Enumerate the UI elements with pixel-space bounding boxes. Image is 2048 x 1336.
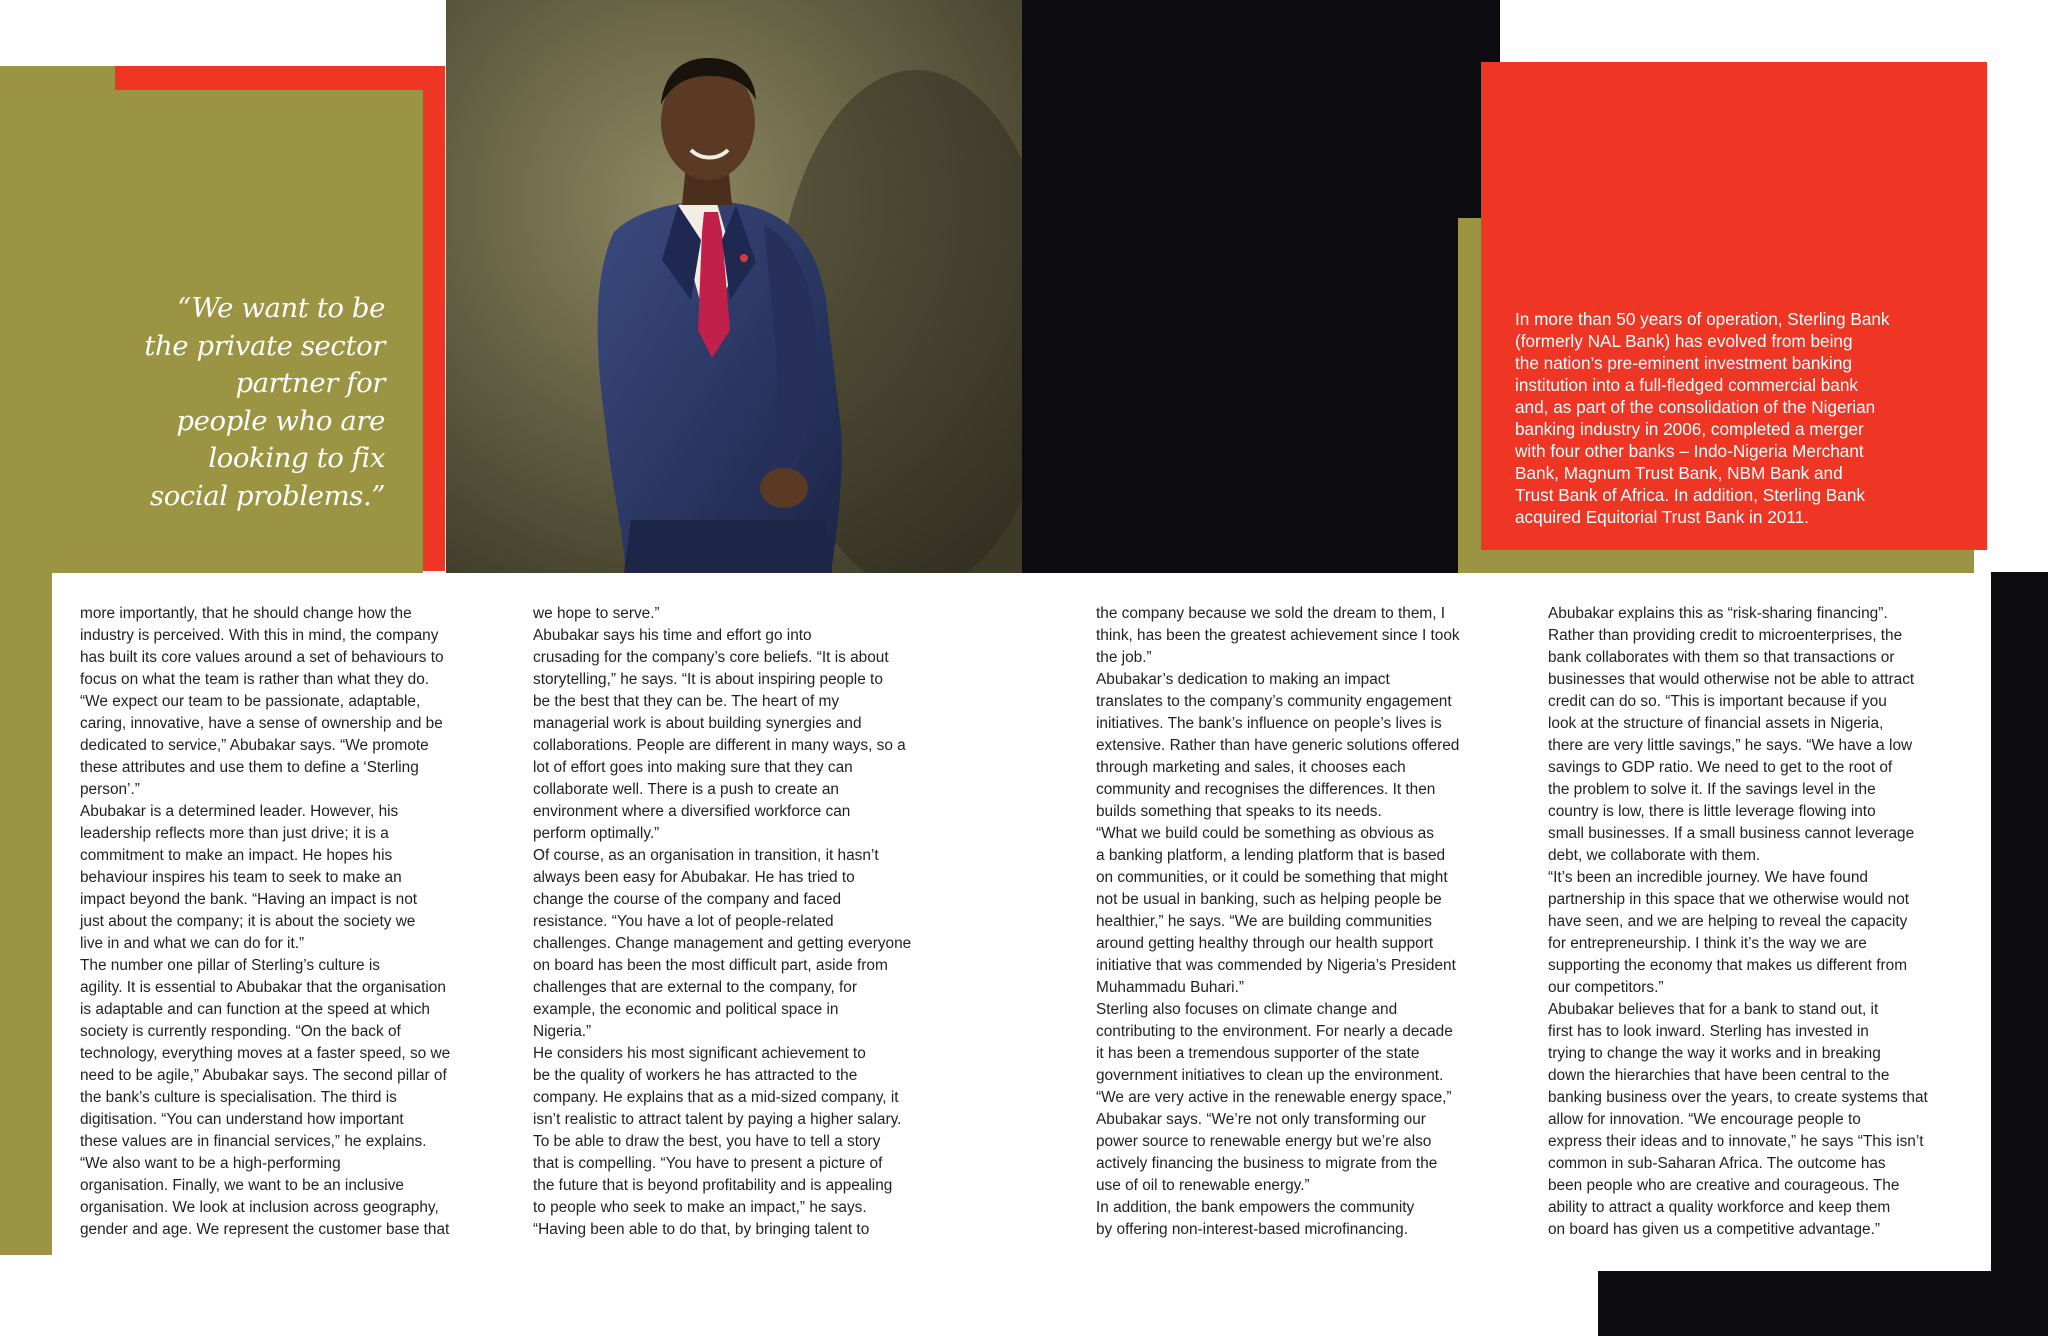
article-line: behaviour inspires his team to seek to make an [80,869,402,886]
article-line: environment where a diversified workforce can [533,803,851,820]
article-line: need to be agile,” Abubakar says. The second pillar of [80,1067,447,1084]
article-line: leadership reflects more than just drive; it is a [80,825,389,842]
article-line: the future that is beyond profitability and is appealing [533,1177,893,1194]
article-line: Abubakar believes that for a bank to stand out, it [1548,1001,1879,1018]
article-line: healthier,” he says. “We are building communities [1096,913,1432,930]
article-line: a banking platform, a lending platform that is based [1096,847,1446,864]
article-line: down the hierarchies that have been central to the [1548,1067,1890,1084]
article-line: the company because we sold the dream to them, I [1096,605,1446,622]
article-line: just about the company; it is about the society we [80,913,416,930]
article-line: gender and age. We represent the customer base that [80,1221,450,1238]
article-line: by offering non-interest-based microfinancing. [1096,1221,1408,1238]
article-line: banking business over the years, to create systems that [1548,1089,1928,1106]
article-line: crusading for the company’s core beliefs. “It is about [533,649,889,666]
article-line: commitment to make an impact. He hopes his [80,847,393,864]
article-line: first has to look inward. Sterling has invested in [1548,1023,1869,1040]
article-line: extensive. Rather than have generic solutions offered [1096,737,1460,754]
article-line: Of course, as an organisation in transition, it hasn’t [533,847,879,864]
article-line: for entrepreneurship. I think it’s the way we are [1548,935,1867,952]
pull-quote-line: people who are [176,404,385,437]
pull-quote-line: “We want to be [177,292,385,324]
article-line: “What we build could be something as obvious as [1096,825,1434,842]
article-line: example, the economic and political space in [533,1001,839,1018]
article-line: “Having been able to do that, by bringing talent to [533,1221,870,1238]
article-line: actively financing the business to migrate from the [1096,1155,1438,1172]
article-line: these values are in financial services,” he explains. [80,1133,427,1150]
article-line: isn’t realistic to attract talent by paying a higher salary. [533,1111,902,1128]
article-line: In addition, the bank empowers the community [1096,1199,1415,1216]
sidebar-line: and, as part of the consolidation of the Nigerian [1515,397,1876,417]
article-line: we hope to serve.” [533,605,660,622]
article-line: Abubakar’s dedication to making an impact [1096,671,1390,688]
article-column-4 [1548,603,1988,1241]
article-line: bank collaborates with them so that transactions or [1548,649,1895,666]
article-line: ability to attract a quality workforce and keep them [1548,1199,1891,1216]
sidebar-line: In more than 50 years of operation, Sterling Bank [1515,309,1890,329]
article-line: dedicated to service,” Abubakar says. “We promote [80,737,429,754]
pull-quote-line: social problems.” [150,479,385,512]
article-line: collaborations. People are different in many ways, so a [533,737,906,754]
article-line: Nigeria.” [533,1023,592,1040]
article-line: managerial work is about building synergies and [533,715,862,732]
article-line: community and recognises the differences. It then [1096,781,1436,798]
article-line: partnership in this space that we otherwise would not [1548,891,1910,908]
article-line: more importantly, that he should change how the [80,605,412,622]
article-line: “It’s been an incredible journey. We have found [1548,869,1868,886]
article-line: the problem to solve it. If the savings level in the [1548,781,1876,798]
article-line: these attributes and use them to define a ‘Sterling [80,759,419,776]
article-line: To be able to draw the best, you have to tell a story [533,1133,881,1150]
sidebar-fact-box [1515,308,1955,528]
article-line: savings to GDP ratio. We need to get to the root of [1548,759,1893,776]
article-line: live in and what we can do for it.” [80,935,305,952]
article-line: has built its core values around a set of behaviours to [80,649,444,666]
article-line: use of oil to renewable energy.” [1096,1177,1310,1194]
article-line: look at the structure of financial assets in Nigeria, [1548,715,1884,732]
pull-quote-line: looking to fix [208,442,385,474]
sidebar-line: Bank, Magnum Trust Bank, NBM Bank and [1515,463,1843,483]
pull-quote-line: the private sector [144,329,385,362]
article-line: The number one pillar of Sterling’s culture is [80,957,380,974]
article-line: translates to the company’s community engagement [1096,693,1452,710]
black-bottom-block [1598,1271,2048,1336]
sidebar-line: banking industry in 2006, completed a merger [1515,419,1864,439]
article-line: Rather than providing credit to microenterprises, the [1548,627,1903,644]
article-line: builds something that speaks to its needs. [1096,803,1382,820]
sidebar-line: Trust Bank of Africa. In addition, Sterling Bank [1515,485,1865,505]
article-line: industry is perceived. With this in mind, the company [80,627,439,644]
article-line: change the course of the company and faced [533,891,842,908]
article-line: impact beyond the bank. “Having an impact is not [80,891,418,908]
article-line: perform optimally.” [533,825,660,842]
article-line: been people who are creative and courageous. The [1548,1177,1900,1194]
sidebar-line: the nation’s pre-eminent investment banking [1515,353,1852,373]
pull-quote [120,290,385,515]
red-left-vertical-bar [423,66,445,571]
article-line: initiative that was commended by Nigeria’s President [1096,957,1456,974]
article-line: Abubakar is a determined leader. However, his [80,803,399,820]
article-line: He considers his most significant achievement to [533,1045,866,1062]
article-line: it has been a tremendous supporter of the state [1096,1045,1420,1062]
article-line: debt, we collaborate with them. [1548,847,1761,864]
article-line: not be usual in banking, such as helping people be [1096,891,1442,908]
article-line: collaborate well. There is a push to create an [533,781,839,798]
article-line: government initiatives to clean up the environment. [1096,1067,1444,1084]
article-line: lot of effort goes into making sure that they can [533,759,853,776]
article-line: Abubakar says his time and effort go into [533,627,812,644]
sidebar-line: acquired Equitorial Trust Bank in 2011. [1515,507,1809,527]
article-line: organisation. We look at inclusion across geography, [80,1199,439,1216]
pull-quote-line: partner for [235,367,385,399]
article-line: Abubakar says. “We’re not only transforming our [1096,1111,1426,1128]
article-line: Muhammadu Buhari.” [1096,979,1244,996]
article-column-1 [80,603,520,1241]
article-line: contributing to the environment. For nearly a decade [1096,1023,1453,1040]
article-line: small businesses. If a small business cannot leverage [1548,825,1915,842]
article-line: digitisation. “You can understand how important [80,1111,404,1128]
article-line: “We expect our team to be passionate, adaptable, [80,693,421,710]
article-line: agility. It is essential to Abubakar that the organisation [80,979,446,996]
article-line: on board has been the most difficult part, aside from [533,957,888,974]
article-line: supporting the economy that makes us different from [1548,957,1908,974]
article-line: businesses that would otherwise not be able to attract [1548,671,1915,688]
article-line: Sterling also focuses on climate change and [1096,1001,1398,1018]
article-line: our competitors.” [1548,979,1664,996]
sidebar-line: institution into a full-fledged commercial bank [1515,375,1858,395]
article-column-3 [1096,603,1536,1241]
article-line: focus on what the team is rather than what they do. [80,671,430,688]
article-line: person’.” [80,781,140,798]
article-line: express their ideas and to innovate,” he says “This isn’t [1548,1133,1924,1150]
article-line: Abubakar explains this as “risk-sharing financing”. [1548,605,1888,622]
sidebar-line: (formerly NAL Bank) has evolved from being [1515,331,1853,351]
article-line: trying to change the way it works and in breaking [1548,1045,1881,1062]
article-line: allow for innovation. “We encourage people to [1548,1111,1861,1128]
article-line: be the quality of workers he has attracted to the [533,1067,858,1084]
black-right-strip [1991,572,2048,1336]
article-line: common in sub-Saharan Africa. The outcome has [1548,1155,1886,1172]
sidebar-line: with four other banks – Indo-Nigeria Merchant [1515,441,1864,461]
article-line: storytelling,” he says. “It is about inspiring people to [533,671,883,688]
article-line: “We also want to be a high-performing [80,1155,341,1172]
article-line: technology, everything moves at a faster speed, so we [80,1045,451,1062]
portrait-illustration [446,0,1022,573]
article-line: on communities, or it could be something that might [1096,869,1448,886]
article-line: be the best that they can be. The heart of my [533,693,840,710]
portrait-photo [446,0,1022,573]
article-line: credit can do so. “This is important because if you [1548,693,1887,710]
article-line: resistance. “You have a lot of people-related [533,913,834,930]
article-line: society is currently responding. “On the back of [80,1023,401,1040]
article-line: on board has given us a competitive advantage.” [1548,1221,1880,1238]
article-line: country is low, there is little leverage flowing into [1548,803,1876,820]
article-line: challenges that are external to the company, for [533,979,857,996]
article-line: power source to renewable energy but we’re also [1096,1133,1432,1150]
article-line: through marketing and sales, it chooses each [1096,759,1406,776]
article-line: to people who seek to make an impact,” he says. [533,1199,867,1216]
article-line: is adaptable and can function at the speed at which [80,1001,430,1018]
article-line: initiatives. The bank’s influence on people’s lives is [1096,715,1442,732]
article-line: caring, innovative, have a sense of ownership and be [80,715,443,732]
article-column-2 [533,603,973,1241]
article-line: think, has been the greatest achievement since I took [1096,627,1460,644]
article-line: always been easy for Abubakar. He has tried to [533,869,855,886]
article-line: that is compelling. “You have to present a picture of [533,1155,883,1172]
article-line: have seen, and we are helping to reveal the capacity [1548,913,1908,930]
red-left-bar [115,66,445,90]
article-line: there are very little savings,” he says. “We have a low [1548,737,1913,754]
article-line: company. He explains that as a mid-sized company, it [533,1089,899,1106]
article-line: the bank’s culture is specialisation. The third is [80,1089,397,1106]
black-top-block [1020,0,1500,573]
article-line: around getting healthy through our health support [1096,935,1434,952]
article-line: the job.” [1096,649,1152,666]
article-line: challenges. Change management and getting everyone [533,935,912,952]
article-line: organisation. Finally, we want to be an inclusive [80,1177,404,1194]
article-line: “We are very active in the renewable energy space,” [1096,1089,1452,1106]
